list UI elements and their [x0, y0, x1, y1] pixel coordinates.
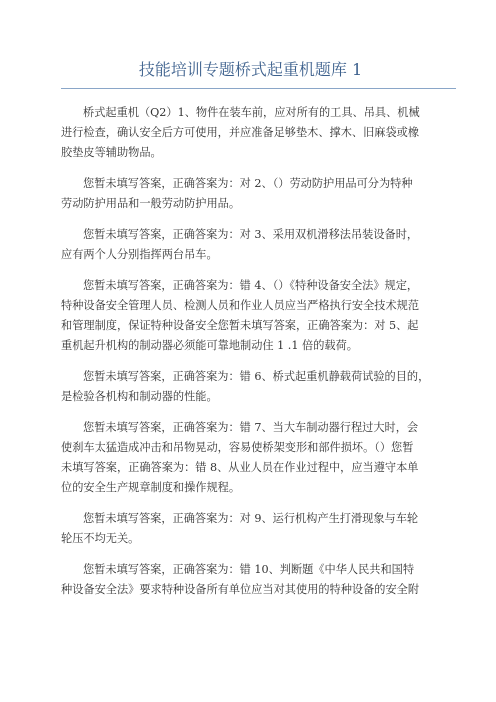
paragraph: [61, 103, 456, 163]
paragraph-line: 重机起升机构的制动器必须能可靠地制动住 1 .1 倍的载荷。: [61, 339, 358, 352]
paragraph-line: 您暂未填写答案，正确答案为：对 9、运行机构产生打滑现象与车轮: [83, 512, 419, 525]
paragraph: [61, 276, 456, 356]
paragraph-line: 您暂未填写答案，正确答案为：错 7、当大车制动器行程过大时，会: [83, 421, 419, 434]
paragraph: [61, 560, 456, 600]
paragraph-line: 轮压不均无关。: [61, 532, 140, 545]
paragraph-line: 您暂未填写答案，正确答案为：对 2、（）劳动防护用品可分为特种: [83, 177, 413, 190]
page-title: 技能培训专题桥式起重机题库 1: [138, 60, 363, 79]
paragraph-line: 胶垫皮等辅助物品。: [61, 146, 162, 159]
paragraph-line: 未填写答案，正确答案为：错 8、从业人员在作业过程中，应当遵守本单: [61, 461, 419, 474]
paragraph-line: 应有两个人分别指挥两台吊车。: [61, 248, 218, 261]
paragraph: [61, 367, 456, 407]
paragraph-line: 是检验各机构和制动器的性能。: [61, 390, 218, 403]
paragraph-line: 劳动防护用品和一般劳动防护用品。: [61, 197, 241, 210]
paragraph-line: 和管理制度，保证特种设备安全您暂未填写答案，正确答案为：对 5、起: [61, 319, 419, 332]
paragraph-line: 位的安全生产规章制度和操作规程。: [61, 481, 241, 494]
paragraph-line: 您暂未填写答案，正确答案为：错 4、（）《特种设备安全法》规定，: [83, 279, 419, 292]
paragraph-line: 您暂未填写答案，正确答案为：对 3、采用双机滑移法吊装设备时，: [83, 228, 419, 241]
paragraph: [61, 509, 456, 549]
paragraph: [61, 418, 456, 498]
title-divider: [61, 88, 456, 89]
paragraph-line: 特种设备安全管理人员、检测人员和作业人员应当严格执行安全技术规范: [61, 299, 420, 312]
paragraph-line: 桥式起重机（Q2）1、物件在装车前，应对所有的工具、吊具、机械: [83, 106, 420, 119]
paragraph-line: 您暂未填写答案，正确答案为：错 10、判断题《中华人民共和国特: [83, 563, 415, 576]
document-body: [61, 103, 456, 600]
paragraph-line: 进行检查，确认安全后方可使用，并应准备足够垫木、撑木、旧麻袋或橡: [61, 126, 420, 139]
paragraph-line: 种设备安全法》要求特种设备所有单位应当对其使用的特种设备的安全附: [61, 583, 420, 596]
paragraph: [61, 225, 456, 265]
paragraph-line: 使刹车太猛造成冲击和吊物晃动，容易使桥架变形和部件损坏。（）您暂: [61, 441, 414, 454]
paragraph-line: 您暂未填写答案，正确答案为：错 6、桥式起重机静载荷试验的目的，: [83, 370, 430, 383]
paragraph: [61, 174, 456, 214]
